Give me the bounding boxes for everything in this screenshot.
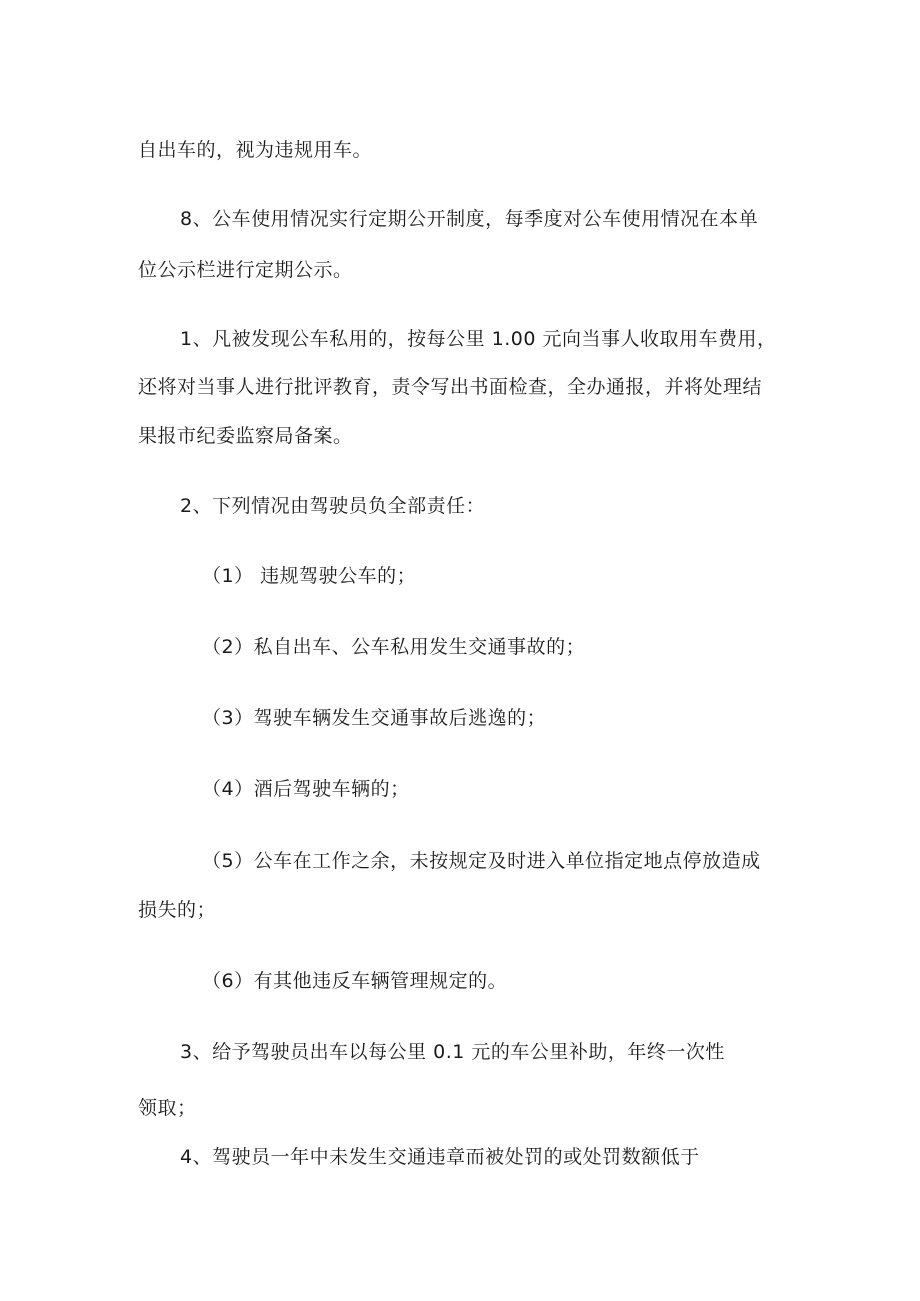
- text-line: 1、凡被发现公车私用的，按每公里 1.00 元向当事人收取用车费用，: [180, 328, 777, 350]
- text-line: 还将对当事人进行批评教育，责令写出书面检查，全办通报，并将处理结: [138, 376, 763, 398]
- text-line: （1） 违规驾驶公车的；: [202, 565, 417, 587]
- text-line: （6）有其他违反车辆管理规定的。: [202, 970, 508, 992]
- text-line: 4、驾驶员一年中未发生交通违章而被处罚的或处罚数额低于: [180, 1146, 700, 1168]
- text-line: 8、公车使用情况实行定期公开制度，每季度对公车使用情况在本单: [180, 208, 759, 230]
- text-line: 领取；: [138, 1097, 197, 1119]
- text-line: （3）驾驶车辆发生交通事故后逃逸的；: [202, 707, 547, 729]
- text-line: （2）私自出车、公车私用发生交通事故的；: [202, 636, 586, 658]
- text-line: （4）酒后驾驶车辆的；: [202, 778, 410, 800]
- text-line: 自出车的，视为违规用车。: [138, 139, 373, 161]
- text-line: 损失的；: [138, 899, 217, 921]
- text-line: 位公示栏进行定期公示。: [138, 259, 353, 281]
- text-line: 2、下列情况由驾驶员负全部责任：: [180, 495, 486, 517]
- text-line: （5）公车在工作之余，未按规定及时进入单位指定地点停放造成: [202, 850, 761, 872]
- text-line: 3、给予驾驶员出车以每公里 0.1 元的车公里补助，年终一次性: [180, 1041, 725, 1063]
- text-line: 果报市纪委监察局备案。: [138, 425, 353, 447]
